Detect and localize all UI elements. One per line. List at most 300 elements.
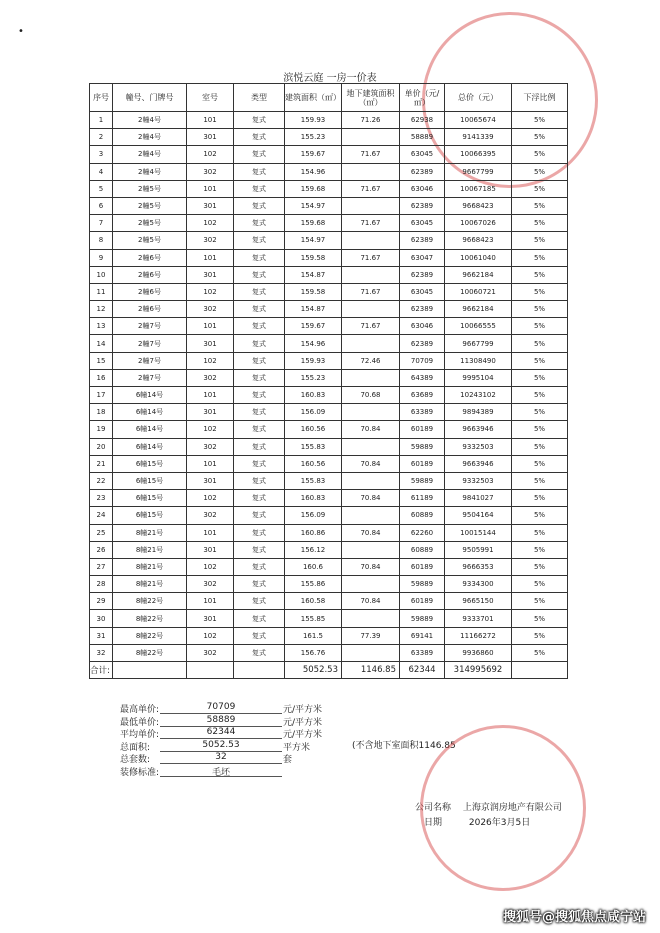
table-cell: [342, 232, 400, 249]
table-cell: 6幢14号: [113, 421, 187, 438]
table-cell: 101: [187, 455, 234, 472]
table-cell: 复式: [234, 627, 285, 644]
table-cell: 6幢15号: [113, 507, 187, 524]
table-cell: 25: [90, 524, 113, 541]
table-cell: 2幢7号: [113, 335, 187, 352]
table-cell: 70709: [400, 352, 445, 369]
table-cell: 复式: [234, 129, 285, 146]
table-cell: 101: [187, 180, 234, 197]
table-cell: 302: [187, 369, 234, 386]
table-cell: 9668423: [445, 232, 512, 249]
table-cell: 11308490: [445, 352, 512, 369]
table-cell: 159.67: [285, 318, 342, 335]
table-cell: 63045: [400, 215, 445, 232]
table-cell: 63045: [400, 283, 445, 300]
table-cell: [342, 404, 400, 421]
table-cell: 9894389: [445, 404, 512, 421]
table-row: [90, 352, 568, 369]
table-cell: 63047: [400, 249, 445, 266]
table-cell: 复式: [234, 421, 285, 438]
table-cell: 59889: [400, 610, 445, 627]
table-row: [90, 576, 568, 593]
table-cell: 101: [187, 593, 234, 610]
summary-row: [120, 765, 450, 777]
table-cell: 复式: [234, 644, 285, 661]
table-cell: 5%: [512, 387, 568, 404]
table-cell: 9667799: [445, 163, 512, 180]
summary-label: 总面积:: [120, 742, 151, 753]
table-cell: 5%: [512, 404, 568, 421]
table-cell: 6幢15号: [113, 490, 187, 507]
table-cell: 20: [90, 438, 113, 455]
table-cell: 复式: [234, 369, 285, 386]
table-cell: 2幢5号: [113, 232, 187, 249]
table-cell: 301: [187, 335, 234, 352]
summary-unit: 元/平方米: [283, 705, 323, 715]
table-cell: 复式: [234, 283, 285, 300]
table-cell: 9668423: [445, 197, 512, 214]
table-cell: 5%: [512, 627, 568, 644]
table-row: [90, 438, 568, 455]
table-cell: 5%: [512, 610, 568, 627]
table-row: [90, 593, 568, 610]
table-cell: 28: [90, 576, 113, 593]
summary-row: [120, 702, 450, 714]
table-cell: 5%: [512, 524, 568, 541]
table-cell: 9662184: [445, 266, 512, 283]
summary-value: 62344: [160, 727, 282, 739]
table-cell: 160.83: [285, 387, 342, 404]
table-cell: 6: [90, 197, 113, 214]
header-cell: 序号: [90, 84, 113, 112]
table-row: [90, 163, 568, 180]
table-cell: [342, 507, 400, 524]
table-row: [90, 180, 568, 197]
summary-unit: 元/平方米: [283, 730, 323, 740]
price-table: [89, 83, 568, 679]
table-cell: 160.83: [285, 490, 342, 507]
table-cell: 26: [90, 541, 113, 558]
table-cell: 159.68: [285, 180, 342, 197]
table-cell: 102: [187, 627, 234, 644]
table-cell: 复式: [234, 438, 285, 455]
summary-label: 平均单价:: [120, 730, 160, 740]
summary-label: 装修标准:: [120, 767, 160, 778]
table-cell: 9936860: [445, 644, 512, 661]
table-cell: 复式: [234, 558, 285, 575]
table-cell: 2幢4号: [113, 129, 187, 146]
table-cell: 2幢4号: [113, 146, 187, 163]
table-cell: 302: [187, 301, 234, 318]
table-cell: 101: [187, 318, 234, 335]
header-cell: 幢号、门牌号: [113, 84, 187, 112]
table-cell: 9667799: [445, 335, 512, 352]
underground-note: (不含地下室面积1146.85: [352, 741, 456, 751]
table-cell: 71.67: [342, 215, 400, 232]
table-cell: 2幢7号: [113, 318, 187, 335]
table-cell: 64389: [400, 369, 445, 386]
table-cell: 70.84: [342, 558, 400, 575]
summary-value: 32: [160, 752, 282, 764]
table-cell: 10243102: [445, 387, 512, 404]
table-cell: 161.5: [285, 627, 342, 644]
table-cell: 5%: [512, 249, 568, 266]
table-cell: 72.46: [342, 352, 400, 369]
table-cell: 5%: [512, 369, 568, 386]
table-cell: 19: [90, 421, 113, 438]
table-row: [90, 335, 568, 352]
table-cell: 302: [187, 163, 234, 180]
summary-label: 最低单价:: [120, 717, 160, 728]
table-cell: 23: [90, 490, 113, 507]
table-row: [90, 369, 568, 386]
company-label: 公司名称: [415, 803, 452, 813]
table-cell: 30: [90, 610, 113, 627]
table-cell: 复式: [234, 301, 285, 318]
table-cell: 155.83: [285, 438, 342, 455]
table-cell: 63389: [400, 404, 445, 421]
table-cell: 6幢14号: [113, 387, 187, 404]
table-cell: 60189: [400, 455, 445, 472]
table-cell: 10060721: [445, 283, 512, 300]
table-cell: 71.67: [342, 146, 400, 163]
table-cell: 60189: [400, 593, 445, 610]
table-cell: 5%: [512, 318, 568, 335]
table-cell: 154.87: [285, 301, 342, 318]
table-header-row: [90, 84, 568, 112]
company-name: 上海京润房地产有限公司: [462, 803, 562, 813]
table-row: [90, 490, 568, 507]
table-cell: 复式: [234, 455, 285, 472]
table-cell: 17: [90, 387, 113, 404]
table-cell: 154.96: [285, 335, 342, 352]
table-cell: 2幢6号: [113, 301, 187, 318]
table-cell: 5%: [512, 558, 568, 575]
table-cell: 复式: [234, 387, 285, 404]
table-cell: 10015144: [445, 524, 512, 541]
table-cell: 2幢6号: [113, 283, 187, 300]
table-cell: 5%: [512, 335, 568, 352]
table-row: [90, 249, 568, 266]
table-cell: 302: [187, 232, 234, 249]
table-cell: 5%: [512, 197, 568, 214]
table-cell: 复式: [234, 215, 285, 232]
summary-value: 58889: [160, 715, 282, 727]
table-cell: 160.6: [285, 558, 342, 575]
table-cell: 154.87: [285, 266, 342, 283]
table-cell: [342, 197, 400, 214]
table-cell: 3: [90, 146, 113, 163]
table-cell: 复式: [234, 490, 285, 507]
table-row: [90, 266, 568, 283]
table-cell: 62260: [400, 524, 445, 541]
table-cell: 101: [187, 249, 234, 266]
table-row: [90, 215, 568, 232]
table-cell: 302: [187, 438, 234, 455]
table-cell: 71.67: [342, 180, 400, 197]
table-cell: 102: [187, 352, 234, 369]
table-row: [90, 197, 568, 214]
table-cell: [342, 266, 400, 283]
table-cell: 2幢7号: [113, 369, 187, 386]
table-cell: 301: [187, 197, 234, 214]
table-cell: 7: [90, 215, 113, 232]
table-cell: 5%: [512, 472, 568, 489]
table-cell: [342, 644, 400, 661]
summary-label: 总套数:: [120, 755, 151, 765]
table-cell: 5%: [512, 644, 568, 661]
header-cell: 建筑面积（㎡）: [285, 84, 342, 112]
table-cell: 10066395: [445, 146, 512, 163]
table-cell: 8: [90, 232, 113, 249]
table-cell: 9332503: [445, 438, 512, 455]
table-cell: 5%: [512, 129, 568, 146]
table-cell: 13: [90, 318, 113, 335]
table-row: [90, 232, 568, 249]
table-cell: 62389: [400, 232, 445, 249]
table-cell: 63689: [400, 387, 445, 404]
table-cell: 9665150: [445, 593, 512, 610]
table-cell: 301: [187, 129, 234, 146]
table-cell: 160.56: [285, 455, 342, 472]
table-cell: 160.56: [285, 421, 342, 438]
table-cell: 302: [187, 576, 234, 593]
table-cell: 9332503: [445, 472, 512, 489]
table-cell: 5%: [512, 352, 568, 369]
table-cell: 70.84: [342, 421, 400, 438]
table-cell: 9663946: [445, 421, 512, 438]
table-cell: 102: [187, 490, 234, 507]
table-cell: 62389: [400, 197, 445, 214]
table-cell: 62389: [400, 301, 445, 318]
table-cell: [342, 541, 400, 558]
table-cell: 18: [90, 404, 113, 421]
table-cell: 9841027: [445, 490, 512, 507]
table-cell: 101: [187, 112, 234, 129]
table-cell: 复式: [234, 352, 285, 369]
table-cell: 复式: [234, 197, 285, 214]
table-cell: 10067026: [445, 215, 512, 232]
table-cell: 10061040: [445, 249, 512, 266]
table-cell: [342, 369, 400, 386]
table-cell: 159.93: [285, 352, 342, 369]
table-cell: 8幢22号: [113, 644, 187, 661]
table-cell: 9505991: [445, 541, 512, 558]
table-row: [90, 507, 568, 524]
table-cell: 复式: [234, 404, 285, 421]
table-cell: 60889: [400, 541, 445, 558]
table-cell: 63046: [400, 180, 445, 197]
table-cell: 156.09: [285, 507, 342, 524]
date-label: 日期: [424, 818, 443, 828]
table-cell: 63389: [400, 644, 445, 661]
header-cell: 地下建筑面积（㎡）: [342, 84, 400, 112]
table-cell: 复式: [234, 507, 285, 524]
table-cell: 155.86: [285, 576, 342, 593]
summary-row: [120, 752, 450, 764]
table-row: [90, 644, 568, 661]
table-cell: 102: [187, 215, 234, 232]
table-cell: 102: [187, 283, 234, 300]
table-cell: 2幢6号: [113, 249, 187, 266]
table-cell: 1: [90, 112, 113, 129]
table-row: [90, 610, 568, 627]
table-cell: 14: [90, 335, 113, 352]
table-cell: 9995104: [445, 369, 512, 386]
table-row: [90, 146, 568, 163]
table-cell: 61189: [400, 490, 445, 507]
table-cell: 9141339: [445, 129, 512, 146]
table-cell: 5%: [512, 593, 568, 610]
summary-value: 毛坯: [160, 765, 282, 777]
table-cell: 156.12: [285, 541, 342, 558]
table-row: [90, 421, 568, 438]
table-cell: 154.96: [285, 163, 342, 180]
table-cell: 70.68: [342, 387, 400, 404]
table-cell: 复式: [234, 146, 285, 163]
table-cell: 159.67: [285, 146, 342, 163]
table-cell: 2幢4号: [113, 112, 187, 129]
table-cell: 302: [187, 644, 234, 661]
table-cell: 70.84: [342, 524, 400, 541]
table-cell: 2幢7号: [113, 352, 187, 369]
table-cell: 154.97: [285, 197, 342, 214]
total-label: 合计:: [90, 662, 113, 679]
table-cell: 155.83: [285, 472, 342, 489]
table-cell: 24: [90, 507, 113, 524]
table-cell: 8幢22号: [113, 627, 187, 644]
table-cell: [342, 301, 400, 318]
table-cell: 69141: [400, 627, 445, 644]
table-cell: 71.67: [342, 318, 400, 335]
table-cell: 8幢21号: [113, 558, 187, 575]
table-cell: 2幢4号: [113, 163, 187, 180]
table-cell: 9662184: [445, 301, 512, 318]
table-cell: 29: [90, 593, 113, 610]
table-cell: 159.58: [285, 249, 342, 266]
summary-unit: 平方米: [283, 742, 311, 753]
table-cell: 301: [187, 610, 234, 627]
table-cell: 60889: [400, 507, 445, 524]
table-cell: 6幢15号: [113, 455, 187, 472]
table-row: [90, 404, 568, 421]
table-cell: 159.68: [285, 215, 342, 232]
table-cell: 8幢21号: [113, 576, 187, 593]
table-row: [90, 283, 568, 300]
table-cell: 9666353: [445, 558, 512, 575]
table-cell: 8幢21号: [113, 524, 187, 541]
table-cell: 11: [90, 283, 113, 300]
table-cell: 5%: [512, 301, 568, 318]
table-cell: 10067185: [445, 180, 512, 197]
corner-mark: •: [18, 26, 24, 37]
table-cell: 160.86: [285, 524, 342, 541]
table-cell: 复式: [234, 524, 285, 541]
table-row: [90, 541, 568, 558]
table-row: [90, 301, 568, 318]
watermark-text: 搜狐号@搜狐焦点咸宁站: [502, 910, 646, 925]
table-cell: 6幢14号: [113, 438, 187, 455]
table-cell: 2幢5号: [113, 197, 187, 214]
table-cell: 22: [90, 472, 113, 489]
table-cell: 5%: [512, 232, 568, 249]
table-cell: 10065674: [445, 112, 512, 129]
table-cell: 6幢14号: [113, 404, 187, 421]
table-cell: [342, 438, 400, 455]
table-cell: 63045: [400, 146, 445, 163]
table-row: [90, 455, 568, 472]
table-cell: 59889: [400, 576, 445, 593]
table-cell: 59889: [400, 438, 445, 455]
table-cell: 8幢22号: [113, 593, 187, 610]
table-cell: 32: [90, 644, 113, 661]
summary-label: 最高单价:: [120, 705, 160, 715]
header-cell: 总价（元）: [445, 84, 512, 112]
table-cell: 复式: [234, 576, 285, 593]
table-cell: 2幢5号: [113, 180, 187, 197]
table-cell: 5%: [512, 507, 568, 524]
table-cell: 301: [187, 404, 234, 421]
table-cell: 60189: [400, 558, 445, 575]
table-cell: 301: [187, 266, 234, 283]
red-seal-bottom: [420, 725, 586, 891]
table-cell: [342, 335, 400, 352]
table-cell: 70.84: [342, 490, 400, 507]
date-value: 2026年3月5日: [468, 818, 531, 828]
table-cell: 复式: [234, 541, 285, 558]
table-cell: 9333701: [445, 610, 512, 627]
table-cell: 62389: [400, 335, 445, 352]
table-cell: 5%: [512, 541, 568, 558]
table-cell: 101: [187, 387, 234, 404]
table-cell: 5%: [512, 576, 568, 593]
summary-value: 5052.53: [160, 740, 282, 752]
table-cell: 301: [187, 541, 234, 558]
table-cell: 155.23: [285, 129, 342, 146]
total-amount: 314995692: [445, 662, 512, 679]
table-cell: 154.97: [285, 232, 342, 249]
table-cell: 2幢5号: [113, 215, 187, 232]
table-cell: [342, 472, 400, 489]
table-cell: 5%: [512, 438, 568, 455]
table-cell: 159.93: [285, 112, 342, 129]
table-cell: 5%: [512, 146, 568, 163]
header-cell: 室号: [187, 84, 234, 112]
table-cell: 62389: [400, 266, 445, 283]
table-cell: 5%: [512, 283, 568, 300]
table-cell: 102: [187, 146, 234, 163]
header-cell: 下浮比例: [512, 84, 568, 112]
table-cell: 71.67: [342, 249, 400, 266]
table-row: [90, 129, 568, 146]
table-cell: 复式: [234, 232, 285, 249]
summary-unit: 元/平方米: [283, 717, 323, 728]
table-cell: 9: [90, 249, 113, 266]
table-cell: 8幢22号: [113, 610, 187, 627]
table-cell: 4: [90, 163, 113, 180]
table-cell: [342, 576, 400, 593]
table-cell: 156.09: [285, 404, 342, 421]
table-cell: 11166272: [445, 627, 512, 644]
table-cell: 8幢21号: [113, 541, 187, 558]
total-underground: 1146.85: [342, 662, 400, 679]
table-cell: 复式: [234, 472, 285, 489]
summary-row: [120, 715, 450, 727]
table-cell: 5%: [512, 215, 568, 232]
table-row: [90, 112, 568, 129]
table-cell: 58889: [400, 129, 445, 146]
table-cell: 复式: [234, 318, 285, 335]
